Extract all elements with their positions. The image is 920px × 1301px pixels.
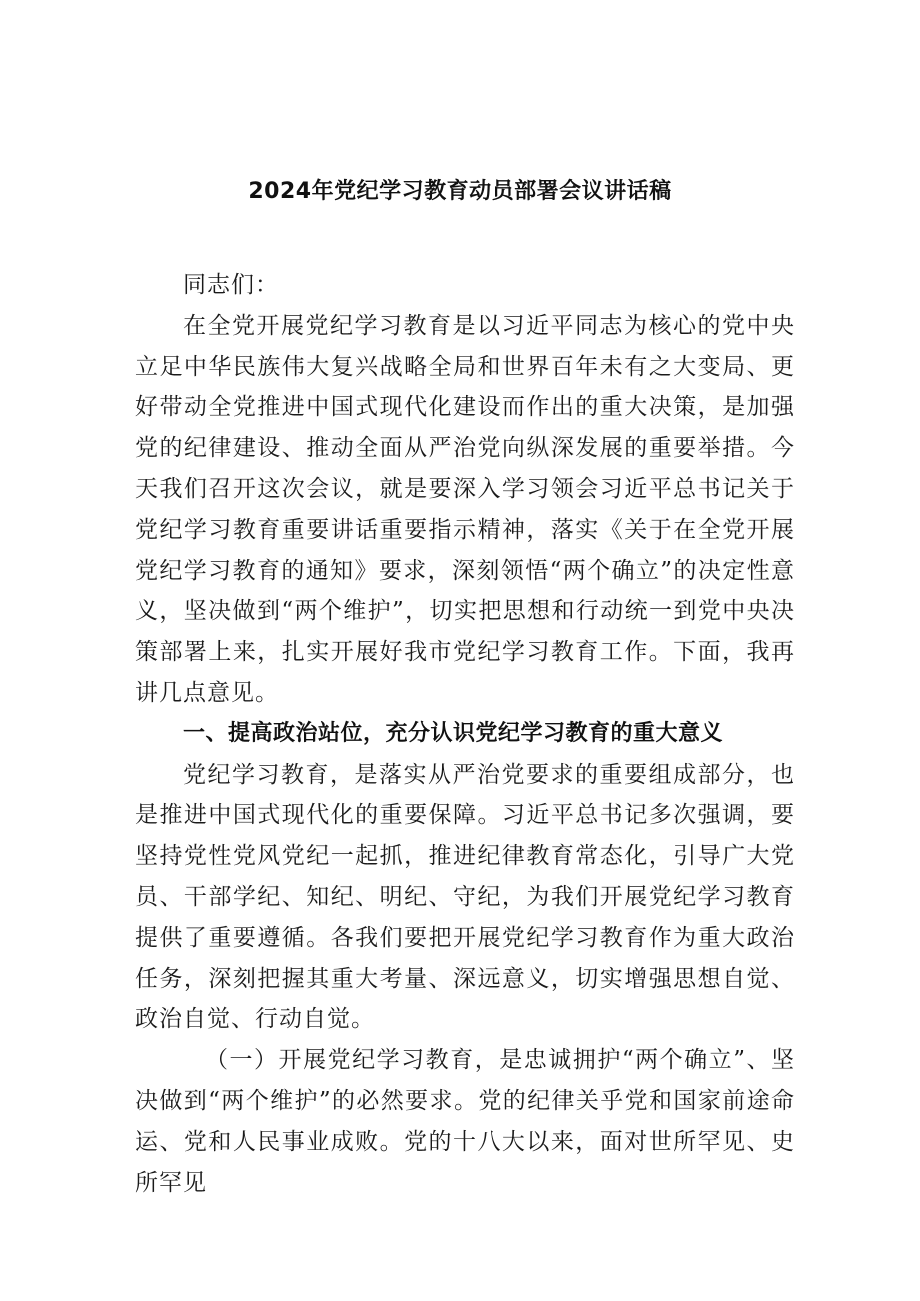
intro-paragraph: 在全党开展党纪学习教育是以习近平同志为核心的党中央立足中华民族伟大复兴战略全局和世界百年未有之大变局、更好带动全党推进中国式现代化建设而作出的重大决策，是加强党的纪律建设、推动全面从严治党向纵深发展的重要举措。今天我们召开这次会议，就是要深入学习领会习近平总书记关于党纪学习教育重要讲话重要指示精神，落实《关于在全党开展党纪学习教育的通知》要求，深刻领悟“两个确立”的决定性意义，坚决做到“两个维护”，切实把思想和行动统一到党中央决策部署上来，扎实开展好我市党纪学习教育工作。下面，我再讲几点意见。 xyxy=(135,312,795,706)
subsection-1-paragraph: （一）开展党纪学习教育，是忠诚拥护“两个确立”、坚决做到“两个维护”的必然要求。党的纪律关乎党和国家前途命运、党和人民事业成败。党的十八大以来，面对世所罕见、史所罕见 xyxy=(135,1047,795,1196)
document-title: 2024年党纪学习教育动员部署会议讲话稿 xyxy=(248,179,672,204)
salutation: 同志们： xyxy=(183,272,279,298)
document-body xyxy=(135,265,795,1203)
section-heading-1: 一、提高政治站位，充分认识党纪学习教育的重大意义 xyxy=(183,720,724,746)
section-1-paragraph: 党纪学习教育，是落实从严治党要求的重要组成部分，也是推进中国式现代化的重要保障。习近平总书记多次强调，要坚持党性党风党纪一起抓，推进纪律教育常态化，引导广大党员、干部学纪、知纪、明纪、守纪，为我们开展党纪学习教育提供了重要遵循。各我们要把开展党纪学习教育作为重大政治任务，深刻把握其重大考量、深远意义，切实增强思想自觉、政治自觉、行动自觉。 xyxy=(135,761,795,1033)
